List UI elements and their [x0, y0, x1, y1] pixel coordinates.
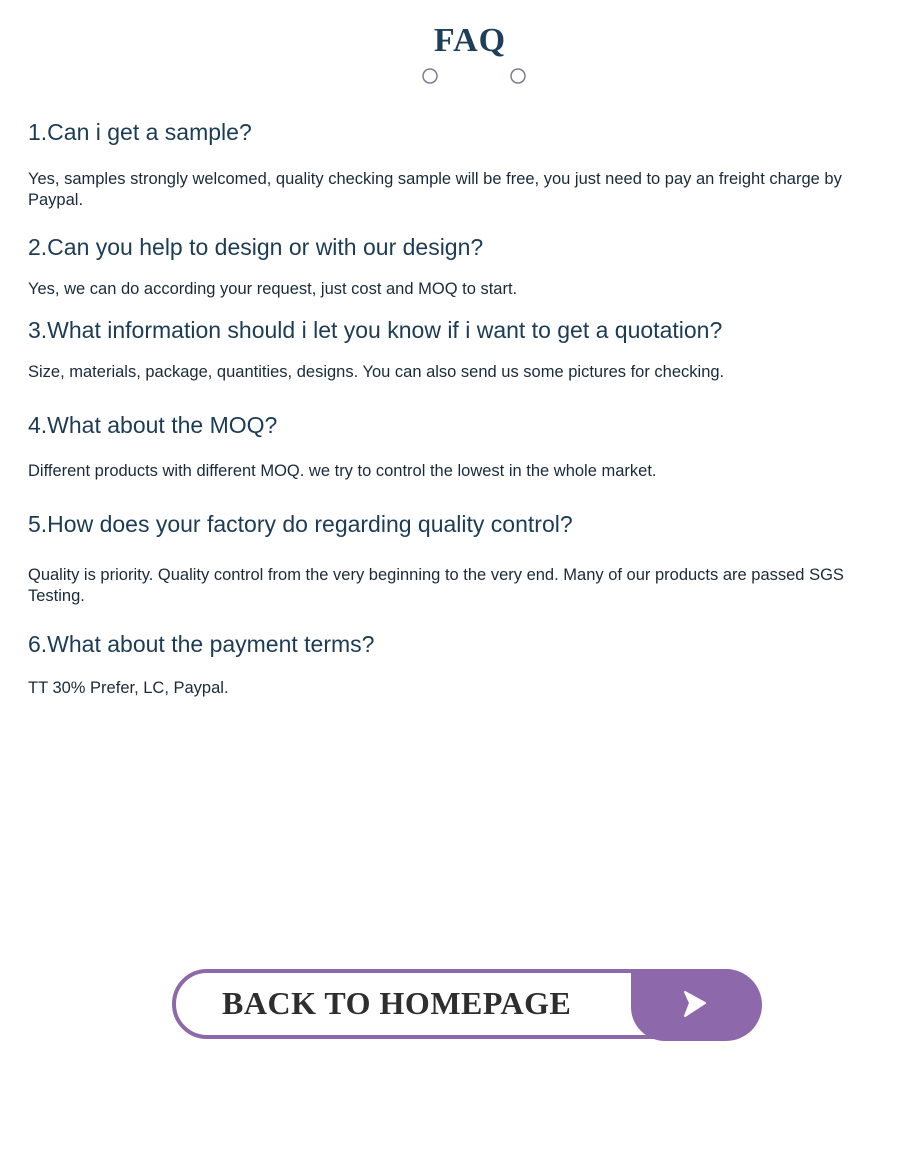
title-divider: [120, 66, 780, 86]
faq-question: 2.Can you help to design or with our design?: [28, 234, 484, 260]
divider-left-circle-icon: [423, 69, 437, 83]
page-title: FAQ: [433, 22, 507, 59]
faq-item-2: [28, 233, 888, 300]
faq-question: 4.What about the MOQ?: [28, 412, 278, 438]
faq-item-5: [28, 510, 888, 607]
faq-item-6: [28, 630, 888, 699]
faq-answer: Different products with different MOQ. we try to control the lowest in the whole market.: [28, 462, 657, 480]
faq-answer: Yes, samples strongly welcomed, quality checking sample will be free, you just need to pay an freight charge by Paypal.: [28, 170, 842, 209]
back-to-homepage-button[interactable]: [172, 969, 762, 1041]
back-to-homepage-label: BACK TO HOMEPAGE: [222, 985, 572, 1021]
faq-question: 6.What about the payment terms?: [28, 631, 375, 657]
faq-answer: Yes, we can do according your request, just cost and MOQ to start.: [28, 280, 518, 298]
divider-right-circle-icon: [511, 69, 525, 83]
faq-item-1: [28, 118, 888, 211]
faq-item-3: [28, 316, 888, 383]
faq-answer: Quality is priority. Quality control from the very beginning to the very end. Many of our products are passed SGS Testing.: [28, 566, 844, 605]
play-icon: [679, 989, 709, 1019]
faq-answer: TT 30% Prefer, LC, Paypal.: [28, 679, 229, 697]
faq-question: 3.What information should i let you know if i want to get a quotation?: [28, 317, 723, 343]
faq-answer: Size, materials, package, quantities, designs. You can also send us some pictures for checking.: [28, 363, 725, 381]
faq-question: 1.Can i get a sample?: [28, 119, 252, 145]
faq-item-4: [28, 411, 888, 482]
faq-question: 5.How does your factory do regarding quality control?: [28, 511, 573, 537]
